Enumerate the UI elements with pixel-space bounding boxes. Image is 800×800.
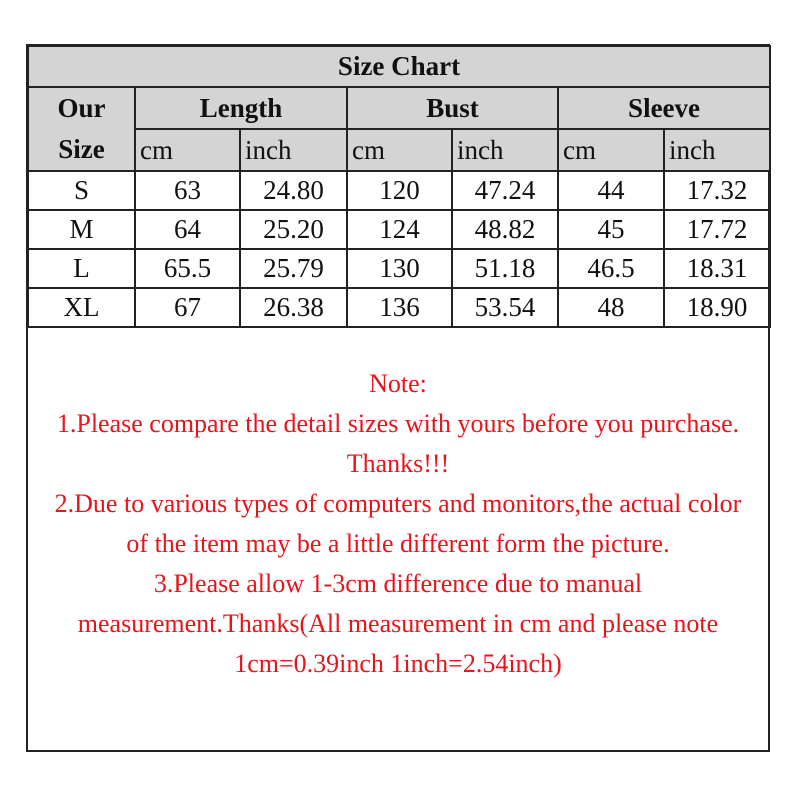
note-item-2: 2.Due to various types of computers and monitors,the actual color of the item may be a little different form the picture. [54,489,742,558]
value-cell: 51.18 [452,249,558,288]
unit-cell: cm [135,129,240,171]
value-cell: 65.5 [135,249,240,288]
value-cell: 53.54 [452,288,558,327]
unit-cell: cm [558,129,664,171]
note-section [28,336,768,750]
value-cell: 48.82 [452,210,558,249]
table-row [28,210,770,249]
value-cell: 46.5 [558,249,664,288]
table-row [28,249,770,288]
value-cell: 45 [558,210,664,249]
unit-cell: inch [240,129,347,171]
unit-cell: inch [664,129,770,171]
value-cell: 18.31 [664,249,770,288]
value-cell: 136 [347,288,452,327]
size-cell: XL [28,288,135,327]
value-cell: 48 [558,288,664,327]
value-cell: 25.79 [240,249,347,288]
unit-cell: cm [347,129,452,171]
our-size-header: Our Size [28,87,135,171]
value-cell: 67 [135,288,240,327]
value-cell: 26.38 [240,288,347,327]
value-cell: 63 [135,171,240,210]
value-cell: 120 [347,171,452,210]
value-cell: 24.80 [240,171,347,210]
value-cell: 25.20 [240,210,347,249]
size-cell: S [28,171,135,210]
value-cell: 64 [135,210,240,249]
unit-cell: inch [452,129,558,171]
table-row [28,171,770,210]
note-heading: Note: [369,369,427,398]
note-item-3: 3.Please allow 1-3cm difference due to manual measurement.Thanks(All measurement in cm and please note 1cm=0.39inch 1inch=2.54inch) [77,569,719,678]
value-cell: 47.24 [452,171,558,210]
value-cell: 44 [558,171,664,210]
chart-title: Size Chart [28,46,770,87]
value-cell: 124 [347,210,452,249]
sleeve-header: Sleeve [558,87,770,129]
value-cell: 18.90 [664,288,770,327]
value-cell: 17.32 [664,171,770,210]
size-table [27,45,771,328]
size-chart [26,44,770,752]
length-header: Length [135,87,347,129]
value-cell: 130 [347,249,452,288]
table-row [28,288,770,327]
bust-header: Bust [347,87,558,129]
size-cell: M [28,210,135,249]
size-cell: L [28,249,135,288]
note-item-1: 1.Please compare the detail sizes with yours before you purchase. Thanks!!! [56,409,740,478]
value-cell: 17.72 [664,210,770,249]
